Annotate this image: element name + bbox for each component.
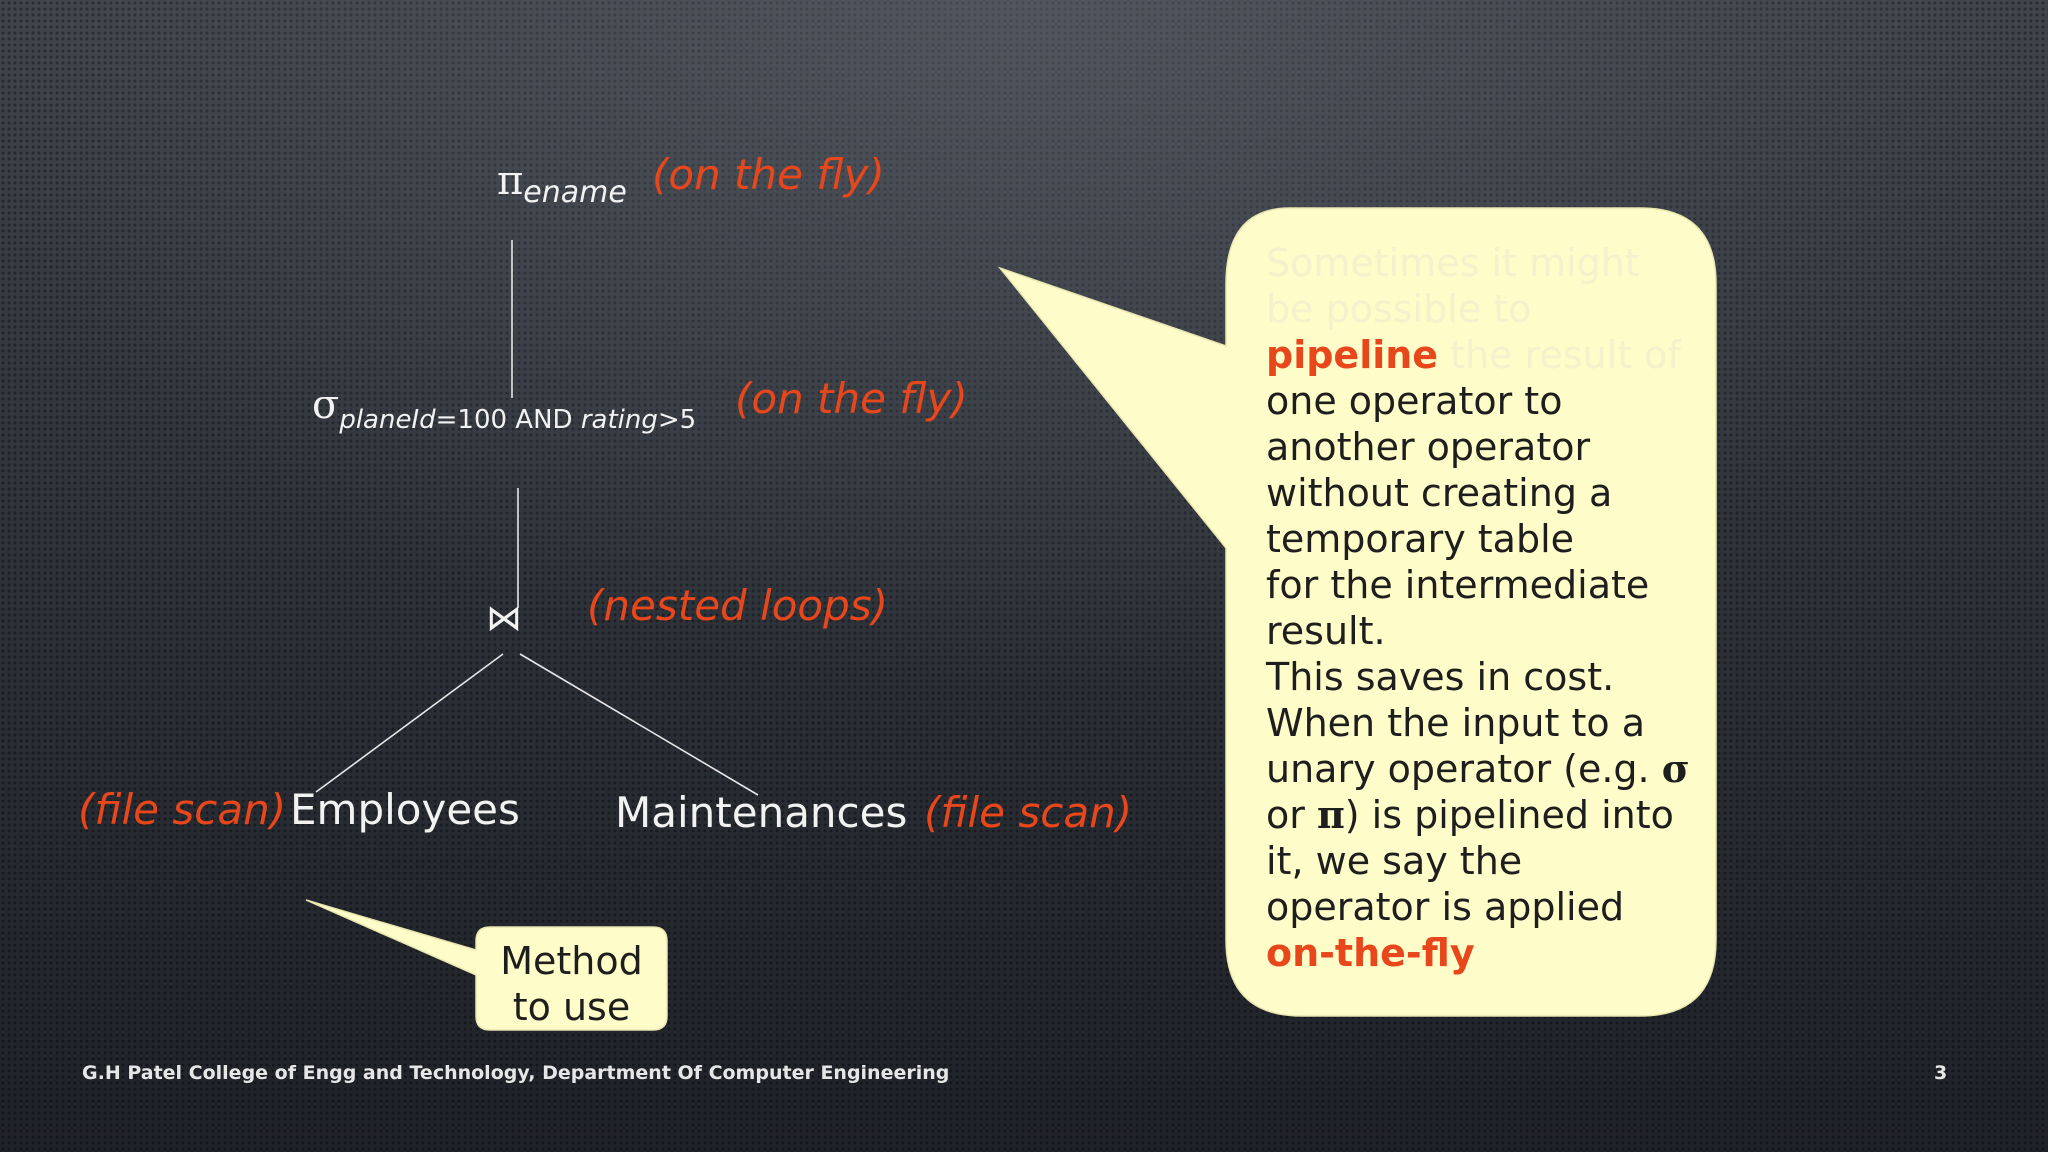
employees-relation: Employees bbox=[290, 785, 520, 834]
callout-line-15: operator is applied bbox=[1266, 885, 1625, 929]
callout-line-8: for the intermediate bbox=[1266, 563, 1650, 607]
projection-symbol: π bbox=[497, 158, 524, 204]
edge-join-employees bbox=[316, 654, 503, 792]
join-method: (nested loops) bbox=[587, 581, 889, 630]
callout-line-5: another operator bbox=[1266, 425, 1591, 469]
callout-small-text bbox=[476, 938, 667, 1030]
callout-line-10: This saves in cost. bbox=[1266, 655, 1615, 699]
callout-line-6: without creating a bbox=[1266, 471, 1613, 515]
join-symbol: ⋈ bbox=[486, 598, 522, 639]
projection-node bbox=[497, 158, 627, 210]
employees-method: (file scan) bbox=[78, 785, 287, 834]
pi-symbol: π bbox=[1316, 792, 1345, 837]
callout-line-4: one operator to bbox=[1266, 379, 1563, 423]
onthefly-keyword: on-the-fly bbox=[1266, 931, 1475, 975]
projection-method: (on the fly) bbox=[652, 150, 885, 199]
callout-line-12 bbox=[1266, 746, 1706, 792]
pipeline-keyword: pipeline bbox=[1266, 333, 1439, 377]
selection-subscript bbox=[339, 405, 696, 435]
callout-line-13a: or bbox=[1266, 793, 1317, 837]
callout-line-1: Sometimes it might bbox=[1266, 241, 1640, 285]
projection-subscript: ename bbox=[523, 175, 627, 210]
callout-line-14: it, we say the bbox=[1266, 839, 1523, 883]
selection-sub-rating: rating bbox=[580, 405, 658, 435]
callout-big-text bbox=[1266, 240, 1706, 976]
callout-line-7: temporary table bbox=[1266, 517, 1575, 561]
selection-sub-value: >5 bbox=[657, 405, 697, 435]
callout-small-line2: to use bbox=[512, 985, 631, 1029]
callout-line-3 bbox=[1266, 332, 1706, 378]
callout-line-9: result. bbox=[1266, 609, 1386, 653]
selection-node bbox=[312, 382, 697, 435]
callout-line-13b: ) is pipelined into bbox=[1344, 793, 1674, 837]
page-number: 3 bbox=[1934, 1062, 1948, 1084]
selection-symbol: σ bbox=[312, 382, 340, 428]
callout-small-line1: Method bbox=[500, 939, 643, 983]
edge-join-maintenances bbox=[520, 654, 758, 795]
callout-line-12a: unary operator (e.g. bbox=[1266, 747, 1662, 791]
selection-method: (on the fly) bbox=[735, 374, 968, 423]
selection-sub-planeid: planeId bbox=[339, 405, 436, 435]
sigma-symbol: σ bbox=[1661, 746, 1690, 791]
callout-line-2: be possible to bbox=[1266, 287, 1532, 331]
footer-institution: G.H Patel College of Engg and Technology, Department Of Computer Engineering bbox=[82, 1062, 950, 1084]
callout-line-3-rest: the result of bbox=[1438, 333, 1681, 377]
callout-line-13 bbox=[1266, 792, 1706, 838]
selection-sub-cond: =100 AND bbox=[435, 405, 581, 435]
maintenances-relation: Maintenances bbox=[615, 788, 908, 837]
callout-line-11: When the input to a bbox=[1266, 701, 1645, 745]
maintenances-method: (file scan) bbox=[924, 788, 1133, 837]
